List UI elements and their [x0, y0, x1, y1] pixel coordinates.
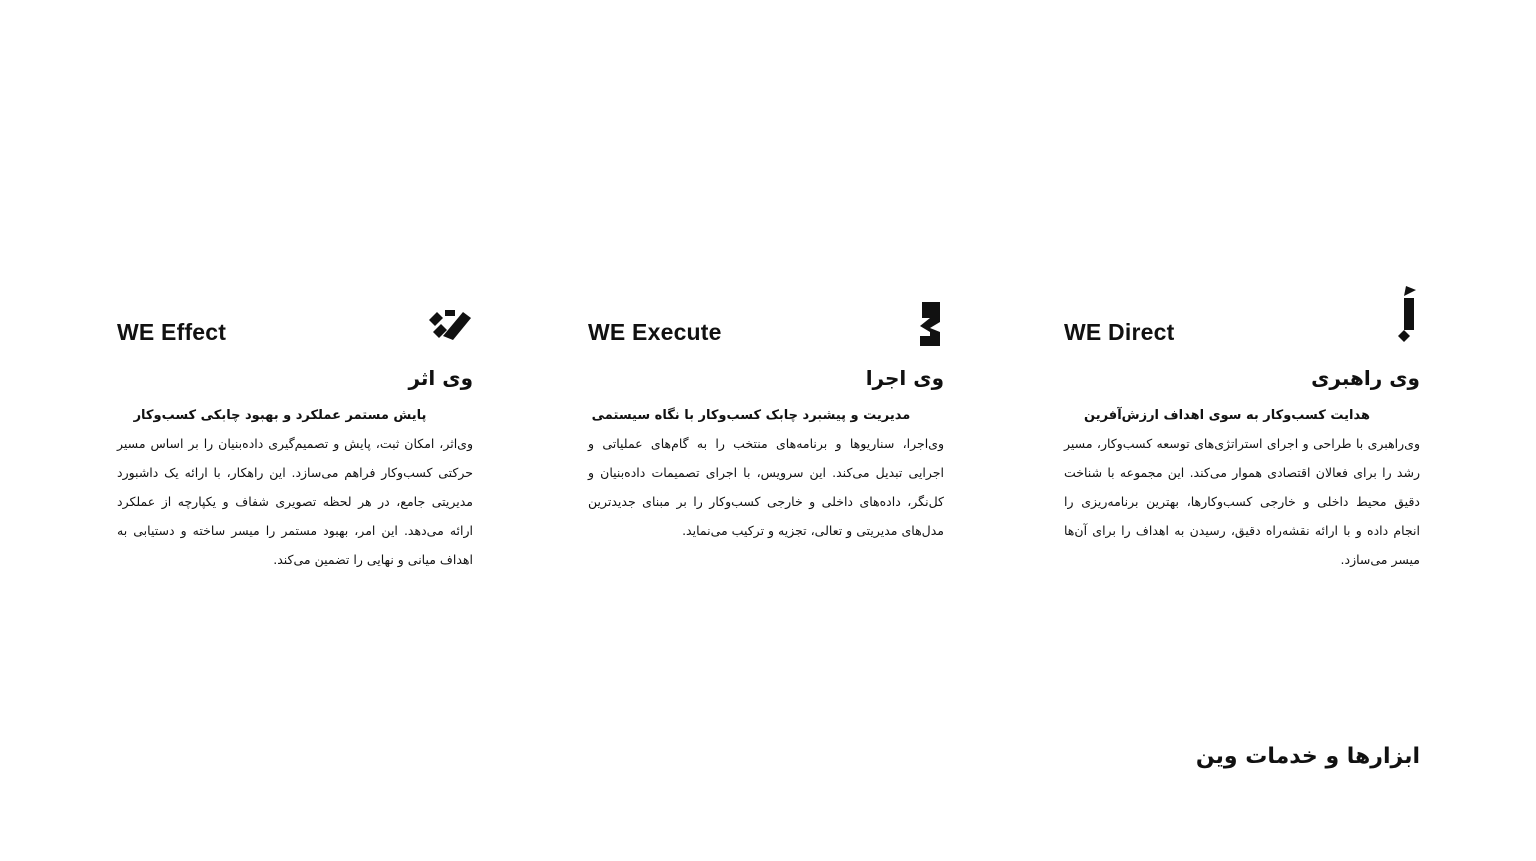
card-fa-title: وی اجرا: [865, 366, 944, 390]
card-description: وی‌اثر، امکان ثبت، پایش و تصمیم‌گیری داده‌بنیان را بر اساس مسیر حرکتی کسب‌وکار فراهم می‌سازد. این راهکار، با ارائه یک داشبورد مدیریتی جامع، در هر لحظه تصویری شفاف و یکپارچه از عملکرد ارائه می‌دهد. این امر، بهبود مستمر را میسر ساخته و دستیابی به اهداف میانی و نهایی را تضمین می‌کند.: [117, 436, 473, 567]
card-subtitle: هدایت کسب‌وکار به سوی اهداف ارزش‌آفرین: [1084, 408, 1370, 423]
card-header: [1064, 280, 1420, 360]
service-card-we-effect: [117, 280, 473, 574]
card-header: [117, 280, 473, 360]
card-fa-title: وی راهبری: [1311, 366, 1420, 390]
card-fa-title: وی اثر: [408, 366, 473, 390]
card-subtitle: پایش مستمر عملکرد و بهبود چابکی کسب‌وکار: [133, 408, 427, 423]
service-card-we-execute: [588, 280, 944, 545]
service-card-we-direct: [1064, 280, 1420, 574]
we-direct-logo-icon: [1394, 286, 1420, 344]
card-en-title: WE Direct: [1064, 319, 1175, 345]
card-description: وی‌اجرا، سناریوها و برنامه‌های منتخب را به گام‌های عملیاتی و اجرایی تبدیل می‌کند. این سرویس، با اجرای تصمیمات داده‌بنیان و کل‌نگر، داده‌های داخلی و خارجی کسب‌وکار را بر مبنای جدیدترین مدل‌های مدیریتی و تعالی، تجزیه و ترکیب می‌نماید.: [588, 436, 944, 538]
we-execute-logo-icon: [918, 302, 944, 346]
card-subtitle: مدیریت و پیشبرد چابک کسب‌وکار با نگاه سیستمی: [591, 408, 911, 423]
tools-section-title: ابزارها و خدمات وین: [1195, 744, 1420, 769]
card-en-title: WE Execute: [588, 319, 722, 345]
card-description: وی‌راهبری با طراحی و اجرای استراتژی‌های توسعه کسب‌وکار، مسیر رشد را برای فعالان اقتصادی هموار می‌کند. این مجموعه با شناخت دقیق محیط داخلی و خارجی کسب‌وکارها، بهترین برنامه‌ریزی را انجام داده و با ارائه نقشه‌راه دقیق، رسیدن به اهداف را برای آن‌ها میسر می‌سازد.: [1064, 436, 1420, 567]
we-effect-logo-icon: [427, 306, 473, 340]
card-en-title: WE Effect: [117, 319, 227, 345]
card-header: [588, 280, 944, 360]
